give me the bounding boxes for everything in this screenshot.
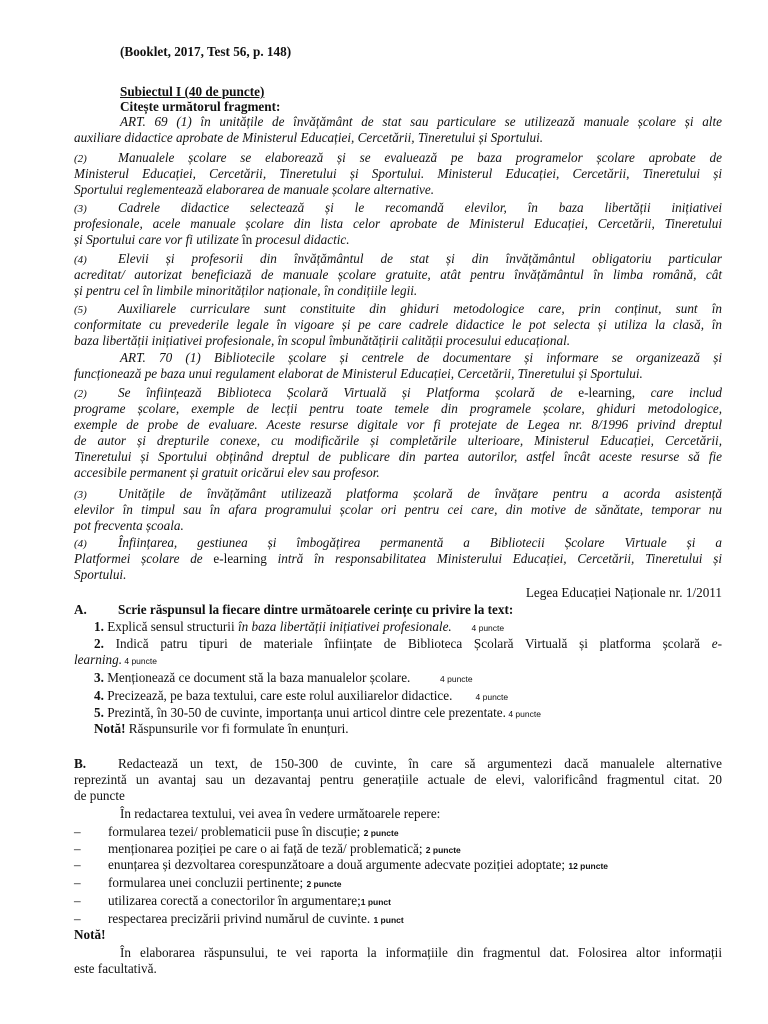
criterion-item: – utilizarea corectă a conectorilor în argumentare;1 punct: [74, 893, 391, 908]
law-citation: Legea Educației Naționale nr. 1/2011: [525, 585, 722, 600]
question-4: 4. Precizează, pe baza textului, care este rolul auxiliarelor didactice. 4 puncte: [94, 688, 509, 703]
fragment-line: acreditat/ autorizat beneficiază de manuale școlare gratuite, atât pentru învățământul în limba română, cât: [74, 267, 722, 282]
fragment-line: elevilor în timpul sau în afara programului școlar ori pentru cei care, din motive de sănătate, temporar nu: [74, 502, 722, 517]
fragment-line: și pentru cel în limbile minorităților naționale, în condițiile legii.: [74, 283, 418, 298]
fragment-line: ART. 69 (1) în unitățile de învățământ de stat sau particulare se utilizează manuale școlare și alte: [120, 114, 722, 129]
section-a-heading: A. Scrie răspunsul la fiecare dintre următoarele cerințe cu privire la text:: [74, 602, 514, 617]
fragment-line: conformitate cu prevederile legale în vigoare și pe care cadrele didactice le pot selecta și utiliza la clasă, în: [74, 317, 722, 332]
fragment-line: (4) Elevii și profesorii din învățământul de stat și din învățământul obligatoriu particular: [74, 251, 722, 266]
section-b-line: B. Redactează un text, de 150-300 de cuvinte, în care să argumentezi dacă manualele alternative: [74, 756, 722, 771]
section-b-line: de puncte: [74, 788, 125, 803]
fragment-line: (3) Unitățile de învățământ utilizează platforma școlară de învățare pentru a acorda asistență: [74, 486, 722, 501]
fragment-line: Platformei școlare de e-learning intră în responsabilitatea Ministerului Educației, Cercetării, Tineretului și: [74, 551, 722, 566]
question-3: 3. Menționează ce document stă la baza manualelor școlare. 4 puncte: [94, 670, 473, 685]
fragment-line: Ministerul Educației, Cercetării, Tineretului și Sportului. Ministerul Educației, Cercetării, Tineretului și: [74, 166, 722, 181]
fragment-line: și Sportului care vor fi utilizate în procesul didactic.: [74, 232, 350, 247]
fragment-line: funcționează pe baza unui regulament elaborat de Ministerul Educației, Cercetării, Tineretului și Sportului.: [74, 366, 643, 381]
source-reference: (Booklet, 2017, Test 56, p. 148): [120, 44, 292, 59]
fragment-line: de autor și drepturile conexe, cu modificările și completările ulterioare, Ministerul Educației, Cercetării,: [74, 433, 722, 448]
subject-instruction: Citește următorul fragment:: [120, 99, 281, 114]
fragment-line: exemple de probe de evaluare. Aceste resurse digitale vor fi protejate de Legea nr. 8/1996 privind dreptul: [74, 417, 722, 432]
fragment-line: Sportului.: [74, 567, 127, 582]
section-b-note: În elaborarea răspunsului, te vei raporta la informațiile din fragmentul dat. Folosirea altor informații: [120, 945, 722, 960]
fragment-line: profesionale, acele manuale școlare din lista celor aprobate de Ministerul Educației, Cercetării, Tineretului: [74, 216, 722, 231]
subject-title: Subiectul I (40 de puncte): [120, 84, 265, 99]
section-b-note: este facultativă.: [74, 961, 157, 976]
fragment-line: pot frecventa școala.: [74, 518, 184, 533]
section-b-note-label: Notă!: [74, 927, 106, 942]
fragment-line: ART. 70 (1) Bibliotecile școlare și centrele de documentare și informare se organizează și: [120, 350, 722, 365]
criterion-item: – formularea tezei/ problematicii puse în discuție; 2 puncte: [74, 824, 399, 839]
fragment-line: auxiliare didactice aprobate de Ministerul Educației, Cercetării, Tineretului și Sportului.: [74, 130, 544, 145]
criterion-item: – respectarea precizării privind numărul de cuvinte. 1 punct: [74, 911, 404, 926]
question-2: 2. Indică patru tipuri de materiale înființate de Biblioteca Școlară Virtuală și platforma școlară e-: [94, 636, 722, 651]
fragment-line: (4) Înființarea, gestiunea și îmbogățirea permanentă a Bibliotecii Școlare Virtuale și a: [74, 535, 722, 550]
fragment-line: (3) Cadrele didactice selectează și le recomandă elevilor, în baza libertății inițiativei: [74, 200, 722, 215]
question-2-cont: learning. 4 puncte: [74, 652, 157, 667]
fragment-line: (5) Auxiliarele curriculare sunt constituite din ghiduri metodologice care, prin conținut, sunt în: [74, 301, 722, 316]
criterion-item: – enunțarea și dezvoltarea corespunzătoare a două argumente adecvate poziției adoptate; 12 puncte: [74, 857, 609, 872]
fragment-line: baza libertății inițiativei profesionale, în scopul îmbunătățirii calității procesului educațional.: [74, 333, 571, 348]
section-a-note: Notă! Răspunsurile vor fi formulate în enunțuri.: [94, 721, 349, 736]
criterion-item: – menționarea poziției pe care o ai față de teză/ problematică; 2 puncte: [74, 841, 461, 856]
fragment-line: accesibile permanent și gratuit oricărui elev sau profesor.: [74, 465, 380, 480]
section-b-line: reprezintă un avantaj sau un dezavantaj pentru generațiile actuale de elevi, valorificând fragmentul citat. 20: [74, 772, 722, 787]
fragment-line: Tineretului și Sportului obținând dreptul de publicare din partea autorilor, astfel încât aceste resurse să fie: [74, 449, 722, 464]
fragment-line: (2) Se înființează Biblioteca Școlară Virtuală și Platforma școlară de e-learning, care includ: [74, 385, 723, 400]
fragment-line: (2) Manualele școlare se elaborează și se evaluează pe baza programelor școlare aprobate de: [74, 150, 722, 165]
question-1: 1. Explică sensul structurii în baza libertății inițiativei profesionale. 4 puncte: [94, 619, 505, 634]
fragment-line: Sportului reglementează elaborarea de manuale școlare alternative.: [74, 182, 435, 197]
fragment-line: programe școlare, exemple de lecții pentru toate temele din programele școlare, ghiduri metodologice,: [74, 401, 722, 416]
criterion-item: – formularea unei concluzii pertinente; 2 puncte: [74, 875, 342, 890]
question-5: 5. Prezintă, în 30-50 de cuvinte, importanța unui articol dintre cele prezentate. 4 puncte: [94, 705, 541, 720]
section-b-intro: În redactarea textului, vei avea în vedere următoarele repere:: [120, 806, 441, 821]
